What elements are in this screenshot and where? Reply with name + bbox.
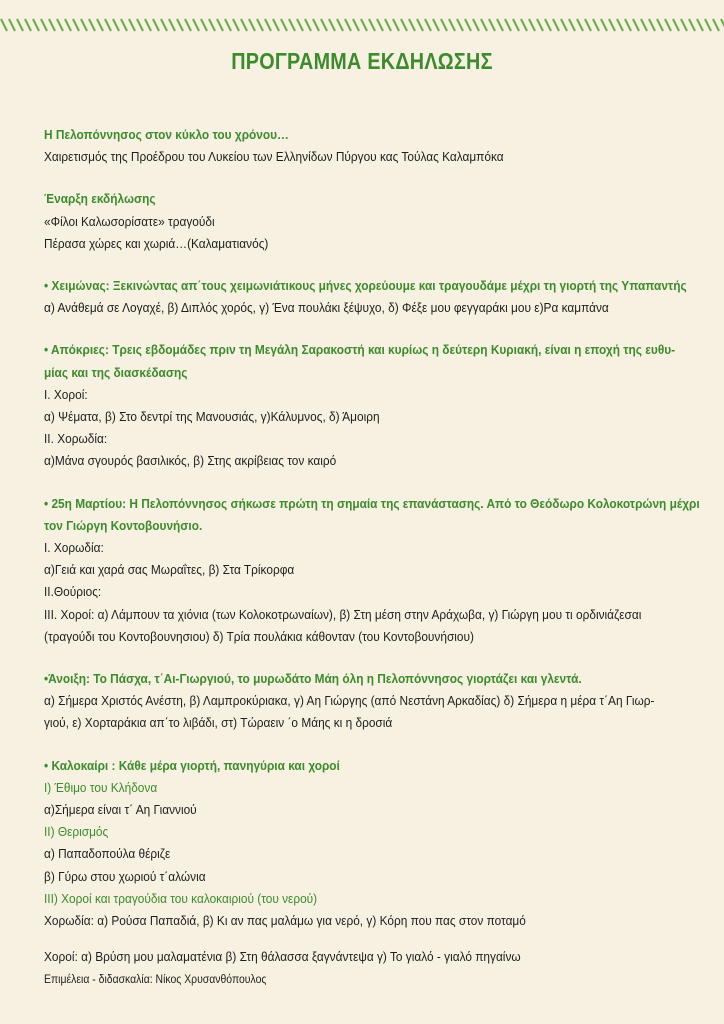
march25-line: α)Γειά και χαρά σας Μωραΐτες, β) Στα Τρίκορφα — [44, 562, 295, 578]
spring-line: α) Σήμερα Χριστός Ανέστη, β) Λαμπροκύριακα, γ) Αη Γιώργης (από Νεστάνη Αρκαδίας) δ) Σήμερα η μέρα τ΄Αη Γιωρ- — [44, 693, 655, 709]
carnival-line: α)Μάνα σγουρός βασιλικός, β) Στης ακρίβειας τον καιρό — [44, 453, 337, 469]
opening-line: Πέρασα χώρες και χωριά…(Καλαματιανός) — [44, 235, 269, 251]
zigzag-border — [0, 18, 724, 32]
winter-line: α) Ανάθεμά σε Λογαχέ, β) Διπλός χορός, γ) Ένα πουλάκι ξέψυχο, δ) Φέξε μου φεγγαράκι μου ε)Ρα καμπάνα — [44, 300, 609, 316]
march25-line: (τραγούδι του Κοντοβουνησιου) δ) Τρία πουλάκια κάθονταν (του Κοντοβουνήσιου) — [44, 628, 474, 644]
march25-line: Ι. Χορωδία: — [44, 540, 104, 556]
summer-subheading: Ι) Έθιμο του Κλήδονα — [44, 779, 158, 795]
opening-line: «Φίλοι Καλωσορίσατε» τραγούδι — [44, 213, 215, 229]
summer-subheading: ΙΙ) Θερισμός — [44, 824, 109, 840]
summer-line: α)Σήμερα είναι τ΄ Αη Γιαννιού — [44, 802, 197, 818]
march25-line: ΙΙ.Θούριος: — [44, 584, 102, 600]
march25-heading-cont: τον Γιώργη Κοντοβουνήσιο. — [44, 517, 203, 533]
spring-heading: •Άνοιξη: Το Πάσχα, τ΄Αι-Γιωργιού, το μυρωδάτο Μάη όλη η Πελοπόννησος γιορτάζει και γλεντά. — [44, 671, 582, 687]
summer-line: Χορωδία: α) Ρούσα Παπαδιά, β) Κι αν πας μαλάμω για νερό, γ) Κόρη που πας στον ποταμό — [44, 913, 526, 929]
carnival-line: ΙΙ. Χορωδία: — [44, 431, 108, 447]
opening-heading: Έναρξη εκδήλωσης — [44, 191, 156, 207]
summer-heading: • Καλοκαίρι : Κάθε μέρα γιορτή, πανηγύρια και χοροί — [44, 757, 340, 773]
carnival-heading-cont: μίας και της διασκέδασης — [44, 364, 188, 380]
march25-heading: • 25η Μαρτίου: Η Πελοπόννησος σήκωσε πρώτη τη σημαία της επανάστασης. Από το Θεόδωρο Κολοκοτρώνη μέχρι — [44, 495, 700, 511]
carnival-line: α) Ψέματα, β) Στο δεντρί της Μανουσιάς, γ)Κάλυμνος, δ) Άμοιρη — [44, 409, 380, 425]
intro-text: Χαιρετισμός της Προέδρου του Λυκείου των Ελληνίδων Πύργου κας Τούλας Καλαμπόκα — [44, 149, 504, 165]
credit-line: Επιμέλεια - διδασκαλία: Νίκος Χρυσανθόπουλος — [44, 972, 267, 986]
intro-heading: Η Πελοπόννησος στον κύκλο του χρόνου… — [44, 127, 289, 142]
carnival-line: Ι. Χοροί: — [44, 386, 88, 402]
summer-line: α) Παπαδοπούλα θέριζε — [44, 846, 171, 862]
spring-line: γιού, ε) Χορταράκια απ΄το λιβάδι, στ) Τώραειν ΄ο Μάης κι η δροσιά — [44, 715, 393, 731]
carnival-heading: • Απόκριες: Τρεις εβδομάδες πριν τη Μεγάλη Σαρακοστή και κυρίως η δεύτερη Κυριακή, είναι η εποχή της ευθυ- — [44, 342, 676, 358]
page-title: ΠΡΟΓΡΑΜΜΑ ΕΚΔΗΛΩΣΗΣ — [231, 48, 493, 74]
closing-line: Χοροί: α) Βρύση μου μαλαματένια β) Στη θάλασσα ξαγνάντεψα γ) Το γιαλό - γιαλό πηγαίνω — [44, 949, 521, 965]
winter-heading: • Χειμώνας: Ξεκινώντας απ΄τους χειμωνιάτικους μήνες χορεύουμε και τραγουδάμε μέχρι τη γιορτή της Υπαπαντής — [44, 278, 687, 294]
summer-subheading: ΙΙΙ) Χοροί και τραγούδια του καλοκαιριού (του νερού) — [44, 890, 318, 906]
program-content — [44, 124, 700, 991]
summer-line: β) Γύρω στου χωριού τ΄αλώνια — [44, 868, 206, 884]
march25-line: ΙΙΙ. Χοροί: α) Λάμπουν τα χιόνια (των Κολοκοτρωναίων), β) Στη μέση στην Αράχωβα, γ) Γιώργη μου τι ορδινιάζεσαι — [44, 606, 642, 622]
